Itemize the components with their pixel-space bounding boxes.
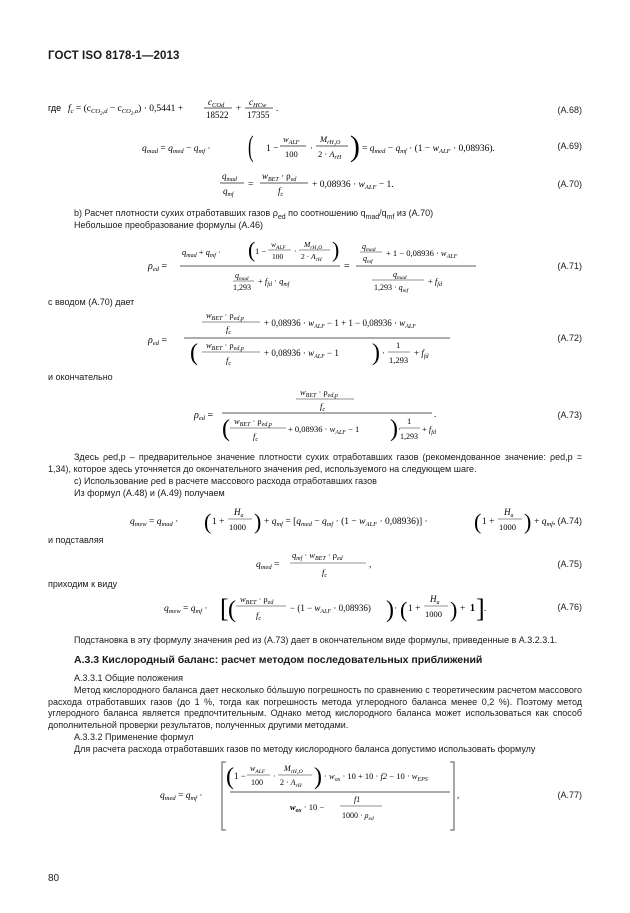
svg-text:qmad + qmf ·: $q_{mad} + q_{mf}$ · bbox=[182, 247, 221, 259]
formula-a77 bbox=[160, 758, 600, 834]
svg-text:fc = (cCO2,d − cCO2,a) · 0,544: $f_c = (c_{CO2}^{,d} - c_{CO2}^{,a}) \cdot 0,5441$ + bbox=[68, 104, 184, 117]
svg-text:(: ( bbox=[248, 237, 256, 262]
item-c-paragraph: с) Использование ρed в расчете массового расхода отработавших газов bbox=[74, 476, 377, 486]
svg-text:1000 · ρed: $1000 \cdot \rho_{ed}$ bbox=[342, 811, 374, 822]
svg-text:,: , bbox=[369, 559, 372, 569]
equation-number-a68: (A.68) bbox=[557, 105, 582, 115]
svg-text:qmf · wBET · ρed: $q_{mf} \cdot w_{BET} \cdot \rho_{ed}$ bbox=[292, 550, 343, 562]
svg-text:100: 100 bbox=[285, 149, 298, 159]
svg-text:100: 100 bbox=[251, 778, 263, 787]
equation-number-a77: (A.77) bbox=[557, 790, 582, 800]
svg-text:.: . bbox=[484, 603, 487, 613]
svg-text:fc: $f_c$ bbox=[278, 186, 284, 198]
svg-text:): ) bbox=[254, 509, 262, 534]
equation-number-a71: (A.71) bbox=[557, 261, 582, 271]
svg-text:+ 0,08936 · wALF − 1 + 1 − 0,0: + $0,08936 \cdot w_{ALF} - 1 + 1 - 0,08936 \cdot w_{ALF}$ bbox=[264, 318, 416, 330]
svg-text:): ) bbox=[372, 340, 380, 366]
transform-note: Небольшое преобразование формулы (А.46) bbox=[74, 220, 263, 230]
svg-text:): ) bbox=[450, 597, 458, 622]
svg-text:·: · bbox=[310, 143, 313, 153]
equation-a72 bbox=[0, 308, 630, 370]
svg-text:+ 0,08936 · wALF − 1: + $0,08936 \cdot w_{ALF} - 1$ bbox=[264, 348, 339, 360]
equation-number-a73: (A.73) bbox=[557, 410, 582, 420]
equation-a77 bbox=[0, 758, 630, 834]
paragraph-a331: Метод кислородного баланса дает несколько бо́льшую погрешность по сравнению с теоретическим расчетом массового расхода отработавших газов (до 1 %, тогда как погрешность метода углеродного баланса менее 0,2 %). Поэтому метод углеродного баланса является предпочтительным. Однако метод кислородного баланса может использоваться как способ дополнительной проверки результатов, полученных другими методами. bbox=[48, 685, 582, 730]
svg-text:): ) bbox=[390, 416, 398, 442]
svg-text:qmad: $q_{mad}$ bbox=[393, 270, 407, 281]
svg-text:f1: f1 bbox=[354, 795, 361, 804]
subsection-a332: А.3.3.2 Применение формул bbox=[74, 732, 194, 742]
and-finally-label: и окончательно bbox=[48, 372, 113, 382]
equation-number-a70: (A.70) bbox=[557, 179, 582, 189]
svg-text:1000: 1000 bbox=[229, 522, 246, 532]
svg-text:1,293 · qmf: $1,293 \cdot q_{mf}$ bbox=[374, 283, 409, 294]
svg-text:(: ( bbox=[190, 340, 198, 366]
svg-text:100: 100 bbox=[272, 252, 284, 261]
formula-a71 bbox=[140, 237, 600, 295]
svg-text:qmew = qmf ·: $q_{mew} = q_{mf}$ · bbox=[164, 604, 208, 615]
svg-text:+: + bbox=[236, 103, 242, 113]
svg-text:1,293: 1,293 bbox=[400, 432, 418, 441]
svg-text:): ) bbox=[332, 237, 340, 262]
svg-text:ρed =: $\rho_{ed}$ = bbox=[148, 335, 168, 347]
svg-text:fc: $f_c$ bbox=[226, 355, 232, 367]
svg-text:2 · ArH: $2 \cdot A_{rH}$ bbox=[318, 149, 342, 161]
svg-text:qmad: $q_{mad}$ bbox=[235, 271, 249, 282]
svg-text:qmad: $q_{mad}$ bbox=[222, 171, 237, 183]
svg-text:]: ] bbox=[476, 594, 485, 623]
svg-text:1: 1 bbox=[470, 603, 475, 614]
svg-text:qmad = qmed − qmf ·: $q_{mad} = q_{med} - q_{mf}$ · bbox=[142, 144, 211, 155]
svg-text:qmew = qmad ·: $q_{mew} = q_{mad}$ · bbox=[130, 517, 179, 528]
svg-text:qmed =: $q_{med}$ = bbox=[256, 560, 280, 571]
svg-text:MrH₂O: $M_{rH_2O}$ bbox=[284, 764, 303, 775]
svg-text:+ qmf,: + $q_{mf}$, bbox=[534, 517, 556, 528]
svg-text:1,293: 1,293 bbox=[389, 355, 409, 365]
svg-text:ρed =: $\rho_{ed}$ = bbox=[148, 261, 168, 273]
equation-number-a76: (A.76) bbox=[557, 602, 582, 612]
svg-text:1 −: 1 − bbox=[234, 771, 246, 781]
svg-text:+ 0,08936 · wALF − 1: + $0,08936 \cdot w_{ALF} - 1$ bbox=[288, 424, 360, 436]
svg-text:Ha: $H_a$ bbox=[504, 507, 514, 519]
svg-text:·: · bbox=[394, 603, 397, 613]
paragraph-a332: Для расчета расхода отработавших газов по методу кислородного баланса допустимо использовать формулу bbox=[74, 744, 536, 754]
svg-text:qmad: $q_{mad}$ bbox=[362, 242, 376, 253]
svg-text:[: [ bbox=[220, 594, 229, 623]
svg-text:·: · bbox=[398, 424, 401, 434]
svg-text:fc: $f_c$ bbox=[226, 324, 232, 336]
svg-text:1: 1 bbox=[407, 416, 412, 426]
here-paragraph: Здесь ρed,p – предварительное значение плотности сухих отработавших газов (рекомендованное значение: ρed,p = 1,34), которое здесь уточняется до окончательного значения ρed, используемого на следующем шаге. bbox=[48, 452, 582, 474]
svg-text:1 +: 1 + bbox=[212, 517, 225, 527]
equation-a71 bbox=[0, 237, 630, 295]
svg-text:qmf: $q_{mf}$ bbox=[363, 254, 373, 265]
where-label: где bbox=[48, 103, 62, 113]
svg-text:.: . bbox=[276, 103, 279, 113]
from-formulas-label: Из формул (А.48) и (А.49) получаем bbox=[74, 488, 225, 498]
svg-text:wALF: $w_{ALF}$ bbox=[271, 240, 286, 251]
subsection-a331: А.3.3.1 Общие положения bbox=[74, 673, 183, 683]
svg-text:(: ( bbox=[226, 764, 234, 790]
svg-text:wox · 10 −: $w_{ox} \cdot 10$ − bbox=[290, 802, 325, 814]
equation-number-a74: (A.74) bbox=[557, 516, 582, 526]
svg-text:qmf: $q_{mf}$ bbox=[223, 186, 234, 198]
equation-a68 bbox=[0, 96, 630, 122]
svg-text:+ qmf = [qmed − qmf · (1 − wAL: + $q_{mf} = [q_{med} - q_{mf} \cdot (1 - w_{ALF} \cdot 0,08936)]$ · bbox=[264, 517, 428, 528]
svg-text:= qmed − qmf · (1 − wALF · 0,0: = $q_{med} - q_{mf} \cdot (1 - w_{ALF} \cdot 0,08936)$. bbox=[362, 144, 495, 155]
svg-text:): ) bbox=[350, 130, 360, 163]
formula-a72 bbox=[140, 308, 560, 370]
svg-text:wBET · ρed,p: $w_{BET} \cdot \rho_{ed,p}$ bbox=[206, 310, 244, 322]
formula-a75 bbox=[256, 548, 556, 580]
formula-a73 bbox=[188, 384, 608, 446]
svg-text:1: 1 bbox=[396, 340, 401, 350]
svg-text:− (1 − wALF · 0,08936): − $(1 - w_{ALF} \cdot 0,08936)$ bbox=[290, 603, 371, 615]
svg-text:(: ( bbox=[204, 509, 212, 534]
arrive-at-label: приходим к виду bbox=[48, 579, 118, 589]
svg-text:Ha: $H_a$ bbox=[234, 507, 244, 519]
svg-text:1 +: 1 + bbox=[482, 517, 495, 527]
svg-text:): ) bbox=[314, 764, 322, 790]
equation-number-a75: (A.75) bbox=[557, 559, 582, 569]
svg-text:(: ( bbox=[222, 416, 230, 442]
svg-text:·: · bbox=[273, 771, 276, 781]
svg-text:(: ( bbox=[474, 509, 482, 534]
svg-text:1000: 1000 bbox=[425, 609, 442, 619]
equation-a73 bbox=[0, 384, 630, 446]
item-b-paragraph: b) Расчет плотности сухих отработавших газов $\rho_{ed}$ по соотношению $q_{mad}/q_{mf}$ из (А.70) bbox=[74, 208, 434, 221]
svg-text:cHCw: $c_{HCw}$ bbox=[249, 97, 267, 109]
svg-text:· wox · 10 + 10 · f2 − 10 · wE: · $w_{ox} \cdot 10 + 10 \cdot f2 - 10 \cdot w_{EPS}$ bbox=[324, 771, 428, 783]
svg-text:17355: 17355 bbox=[247, 110, 270, 120]
svg-text:MrH₂O: $M_{rH_2O}$ bbox=[304, 240, 323, 251]
formula-a69 bbox=[130, 128, 590, 170]
svg-text:+ ffd: + $f_{fd}$ bbox=[428, 276, 442, 288]
svg-text:): ) bbox=[524, 509, 532, 534]
svg-text:+: + bbox=[460, 604, 466, 614]
svg-text:2 · ArH: $2 \cdot A_{rH}$ bbox=[301, 252, 322, 263]
svg-text:wBET · ρed,p: $w_{BET} \cdot \rho_{ed,p}$ bbox=[206, 340, 244, 352]
svg-text:wALF: $w_{ALF}$ bbox=[250, 764, 266, 775]
svg-text:+ 0,08936 · wALF − 1.: + $0,08936 \cdot w_{ALF} - 1$. bbox=[312, 180, 394, 191]
equation-a70 bbox=[0, 168, 630, 200]
svg-text:+ 1 − 0,08936 · wALF: + $1 - 0,08936 \cdot w_{ALF}$ bbox=[386, 248, 458, 260]
svg-text:fc: $f_c$ bbox=[320, 401, 326, 413]
svg-text:qmed = qmf ·: $q_{med} = q_{mf}$ · bbox=[160, 791, 203, 802]
formula-a70 bbox=[220, 168, 540, 200]
equation-a76 bbox=[0, 589, 630, 629]
section-title-a33: А.3.3 Кислородный баланс: расчет методом последовательных приближений bbox=[74, 654, 483, 666]
svg-text:fc: $f_c$ bbox=[253, 431, 259, 443]
formula-a68 bbox=[48, 96, 608, 122]
page-number: 80 bbox=[48, 873, 60, 884]
svg-text:wBET · ρed: $w_{BET} \cdot \rho_{ed}$ bbox=[240, 594, 274, 606]
svg-text:1 −: 1 − bbox=[255, 246, 267, 256]
equation-number-a72: (A.72) bbox=[557, 333, 582, 343]
svg-text:·: · bbox=[294, 247, 297, 256]
svg-text:+ ffd: + $f_{fd}$ bbox=[414, 348, 429, 360]
svg-text:cCOd: $c_{COd}$ bbox=[208, 97, 225, 109]
svg-text:MrH2O: $M_{rH2}^O$ bbox=[320, 134, 341, 147]
svg-text:ρed =: $\rho_{ed}$ = bbox=[194, 410, 214, 422]
svg-text:(: ( bbox=[400, 597, 408, 622]
svg-text:wBET · ρed: $w_{BET} \cdot \rho_{ed}$ bbox=[262, 171, 297, 183]
svg-text:(: ( bbox=[228, 597, 236, 623]
substitution-paragraph: Подстановка в эту формулу значения ρed из (А.73) дает в окончательном виде формулы, приведенные в А.3.2.3.1. bbox=[74, 635, 558, 645]
svg-text:2 · ArH: $2 \cdot A_{rH}$ bbox=[280, 778, 302, 789]
and-substituting-label: и подставляя bbox=[48, 535, 104, 545]
svg-text:(: ( bbox=[248, 129, 254, 164]
svg-text:·: · bbox=[382, 348, 385, 358]
svg-text:.: . bbox=[434, 409, 437, 419]
svg-text:,: , bbox=[457, 790, 460, 800]
equation-number-a69: (A.69) bbox=[557, 141, 582, 151]
document-header: ГОСТ ISO 8178-1—2013 bbox=[48, 50, 180, 62]
equation-a75 bbox=[0, 548, 630, 580]
svg-text:wBET · ρed,p: $w_{BET} \cdot \rho_{ed,p}$ bbox=[300, 387, 338, 399]
svg-text:+ ffd: + $f_{fd}$ bbox=[422, 424, 436, 436]
svg-text:1 +: 1 + bbox=[408, 604, 421, 614]
svg-text:wALF: $w_{ALF}$ bbox=[283, 134, 300, 146]
svg-text:18522: 18522 bbox=[206, 110, 229, 120]
with-input-label: с вводом (А.70) дает bbox=[48, 297, 135, 307]
svg-text:1 −: 1 − bbox=[266, 144, 279, 154]
svg-text:Ha: $H_a$ bbox=[430, 594, 440, 606]
svg-text:=: = bbox=[248, 180, 254, 190]
svg-text:): ) bbox=[386, 597, 394, 623]
svg-text:1,293: 1,293 bbox=[233, 283, 251, 292]
svg-text:=: = bbox=[344, 261, 350, 272]
formula-a76 bbox=[164, 589, 584, 629]
equation-a69 bbox=[0, 128, 630, 170]
svg-text:fc: $f_c$ bbox=[322, 567, 328, 579]
svg-text:wBET · ρed,p: $w_{BET} \cdot \rho_{ed,p}$ bbox=[234, 416, 272, 428]
svg-text:fc: $f_c$ bbox=[256, 610, 262, 622]
svg-text:1000: 1000 bbox=[499, 522, 516, 532]
svg-text:+ ffd · qmf: + $f_{fd} \cdot q_{mf}$ bbox=[258, 276, 290, 288]
